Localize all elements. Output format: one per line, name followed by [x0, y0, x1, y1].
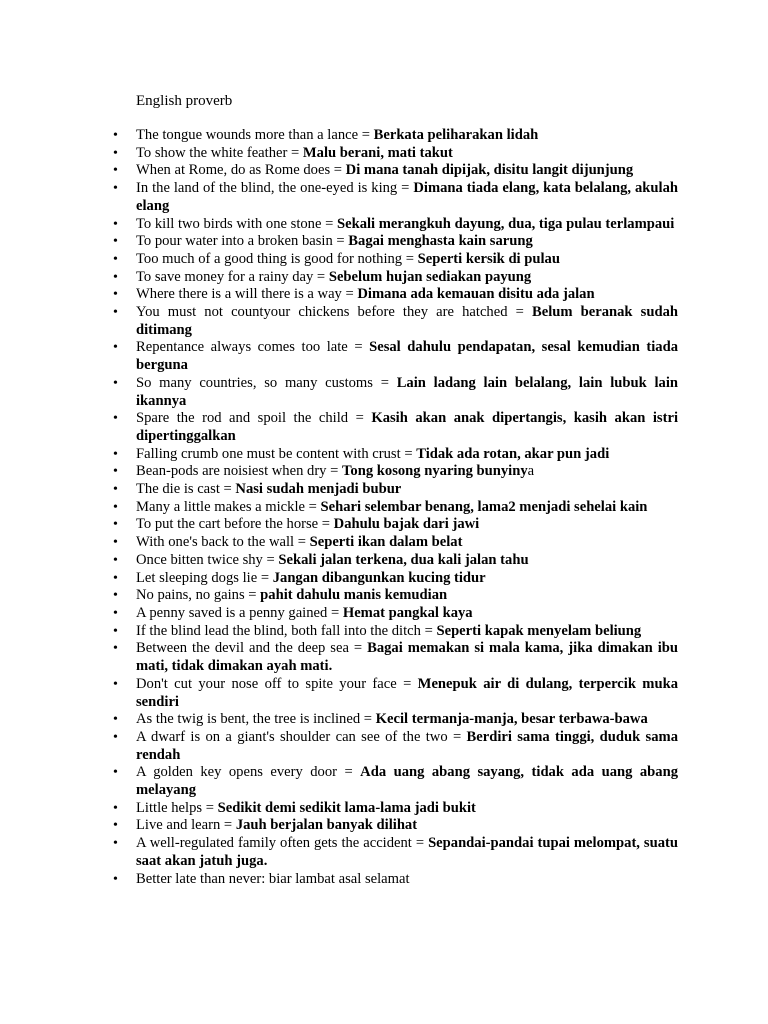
- proverb-malay-text: Sehari selembar benang, lama2 menjadi sehelai kain: [320, 498, 648, 515]
- proverb-english-text: Live and learn =: [136, 817, 233, 834]
- proverb-item: [0, 623, 678, 641]
- proverb-item: [0, 304, 678, 339]
- proverb-item: [0, 180, 678, 215]
- proverb-item: [0, 729, 678, 764]
- proverb-malay-text: Belum beranak sudah ditimang: [136, 304, 678, 338]
- proverb-item: [0, 587, 678, 605]
- proverb-malay-text: pahit dahulu manis kemudian: [260, 587, 448, 604]
- proverb-english-text: With one's back to the wall =: [136, 534, 306, 551]
- proverb-english-text: You must not countyour chickens before they are hatched =: [136, 304, 524, 321]
- proverb-english-text: In the land of the blind, the one-eyed is king =: [136, 180, 410, 197]
- proverb-malay-text: Di mana tanah dipijak, disitu langit dijunjung: [345, 162, 634, 179]
- proverb-item: [0, 835, 678, 870]
- proverb-english-text: A well-regulated family often gets the accident =: [136, 835, 425, 852]
- proverb-english-text: A dwarf is on a giant's shoulder can see of the two =: [136, 728, 462, 745]
- proverb-item: [0, 817, 678, 835]
- proverb-tail-text: a: [527, 463, 535, 480]
- proverb-malay-text: Sekali merangkuh dayung, dua, tiga pulau terlampaui: [336, 215, 675, 232]
- proverb-item: [0, 570, 678, 588]
- proverb-malay-text: Bagai memakan si mala kama, jika dimakan ibu mati, tidak dimakan ayah mati.: [136, 640, 678, 675]
- proverb-english-text: To kill two birds with one stone =: [136, 215, 334, 232]
- proverb-malay-text: Lain ladang lain belalang, lain lubuk lain ikannya: [136, 374, 678, 409]
- proverb-item: [0, 269, 678, 287]
- proverb-item: [0, 764, 678, 799]
- proverb-english-text: To save money for a rainy day =: [136, 268, 326, 285]
- proverb-malay-text: Kecil termanja-manja, besar terbawa-bawa: [375, 711, 648, 728]
- proverb-english-text: So many countries, so many customs =: [136, 374, 389, 391]
- proverb-english-text: Don't cut your nose off to spite your face =: [136, 675, 412, 692]
- proverb-item: [0, 251, 678, 269]
- proverb-malay-text: Seperti kersik di pulau: [417, 250, 560, 267]
- proverb-english-text: Let sleeping dogs lie =: [136, 569, 270, 586]
- proverb-malay-text: Sepandai-pandai tupai melompat, suatu saat akan jatuh juga.: [136, 835, 679, 869]
- proverb-malay-text: Hemat pangkal kaya: [342, 604, 473, 621]
- proverb-english-text: As the twig is bent, the tree is inclined =: [136, 711, 373, 728]
- proverb-english-text: If the blind lead the blind, both fall into the ditch =: [136, 622, 433, 639]
- proverb-item: [0, 127, 678, 145]
- proverb-malay-text: Kasih akan anak dipertangis, kasih akan istri dipertinggalkan: [136, 410, 678, 444]
- proverb-english-text: The die is cast =: [136, 481, 232, 498]
- proverb-malay-text: Tidak ada rotan, akar pun jadi: [416, 445, 610, 462]
- proverb-english-text: To put the cart before the horse =: [136, 516, 331, 533]
- proverb-malay-text: Jangan dibangunkan kucing tidur: [272, 569, 486, 586]
- proverb-malay-text: Sekali jalan terkena, dua kali jalan tahu: [278, 551, 529, 568]
- proverb-malay-text: Dimana tiada elang, kata belalang, akulah elang: [136, 180, 678, 214]
- proverb-item: [0, 871, 678, 889]
- proverb-item: [0, 410, 678, 445]
- proverb-malay-text: Sesal dahulu pendapatan, sesal kemudian tiada berguna: [136, 339, 679, 374]
- proverb-item: [0, 339, 678, 374]
- proverb-item: [0, 676, 678, 711]
- proverb-english-text: Better late than never: biar lambat asal selamat: [136, 870, 410, 887]
- proverb-item: [0, 233, 678, 251]
- proverb-malay-text: Dimana ada kemauan disitu ada jalan: [357, 286, 595, 303]
- proverb-item: [0, 800, 678, 818]
- proverb-item: [0, 216, 678, 234]
- proverb-item: [0, 640, 678, 675]
- proverb-item: [0, 499, 678, 517]
- proverb-list: [0, 127, 768, 888]
- proverb-item: [0, 534, 678, 552]
- proverb-english-text: The tongue wounds more than a lance =: [136, 127, 370, 143]
- proverb-english-text: Little helps =: [136, 799, 214, 816]
- proverb-malay-text: Dahulu bajak dari jawi: [333, 516, 480, 533]
- proverb-item: [0, 605, 678, 623]
- proverb-malay-text: Sebelum hujan sediakan payung: [328, 268, 532, 285]
- proverb-english-text: Spare the rod and spoil the child =: [136, 410, 364, 427]
- proverb-english-text: Once bitten twice shy =: [136, 551, 275, 568]
- proverb-english-text: To pour water into a broken basin =: [136, 233, 345, 250]
- proverb-item: [0, 463, 678, 481]
- proverb-item: [0, 286, 678, 304]
- proverb-english-text: Bean-pods are noisiest when dry =: [136, 463, 339, 480]
- proverb-item: [0, 446, 678, 464]
- proverb-malay-text: Seperti ikan dalam belat: [309, 534, 463, 551]
- proverb-english-text: Too much of a good thing is good for nothing =: [136, 250, 414, 267]
- document-heading: English proverb: [136, 93, 233, 109]
- proverb-english-text: A golden key opens every door =: [136, 764, 353, 781]
- proverb-english-text: Repentance always comes too late =: [136, 339, 363, 356]
- proverb-item: [0, 162, 678, 180]
- proverb-malay-text: Ada uang abang sayang, tidak ada uang abang melayang: [136, 764, 678, 799]
- proverb-malay-text: Bagai menghasta kain sarung: [348, 233, 533, 250]
- proverb-malay-text: Nasi sudah menjadi bubur: [235, 481, 402, 498]
- proverb-malay-text: Menepuk air di dulang, terpercik muka sendiri: [136, 675, 678, 710]
- proverb-item: [0, 516, 678, 534]
- proverb-malay-text: Sedikit demi sedikit lama-lama jadi bukit: [217, 799, 476, 816]
- proverb-english-text: To show the white feather =: [136, 144, 300, 161]
- proverb-english-text: When at Rome, do as Rome does =: [136, 162, 343, 179]
- proverb-malay-text: Berkata peliharakan lidah: [373, 127, 539, 143]
- proverb-malay-text: Berdiri sama tinggi, duduk sama rendah: [136, 728, 678, 763]
- proverb-malay-text: Tong kosong nyaring bunyiny: [342, 463, 528, 480]
- proverb-item: [0, 711, 678, 729]
- proverb-english-text: No pains, no gains =: [136, 587, 257, 604]
- proverb-malay-text: Seperti kapak menyelam beliung: [436, 622, 642, 639]
- proverb-english-text: Falling crumb one must be content with crust =: [136, 445, 413, 462]
- proverb-english-text: Where there is a will there is a way =: [136, 286, 354, 303]
- proverb-malay-text: Jauh berjalan banyak dilihat: [235, 817, 418, 834]
- proverb-english-text: A penny saved is a penny gained =: [136, 604, 340, 621]
- proverb-malay-text: Malu berani, mati takut: [302, 144, 453, 161]
- proverb-english-text: Many a little makes a mickle =: [136, 498, 317, 515]
- proverb-english-text: Between the devil and the deep sea =: [136, 640, 363, 657]
- proverb-item: [0, 552, 678, 570]
- proverb-item: [0, 145, 678, 163]
- proverb-item: [0, 375, 678, 410]
- proverb-item: [0, 481, 678, 499]
